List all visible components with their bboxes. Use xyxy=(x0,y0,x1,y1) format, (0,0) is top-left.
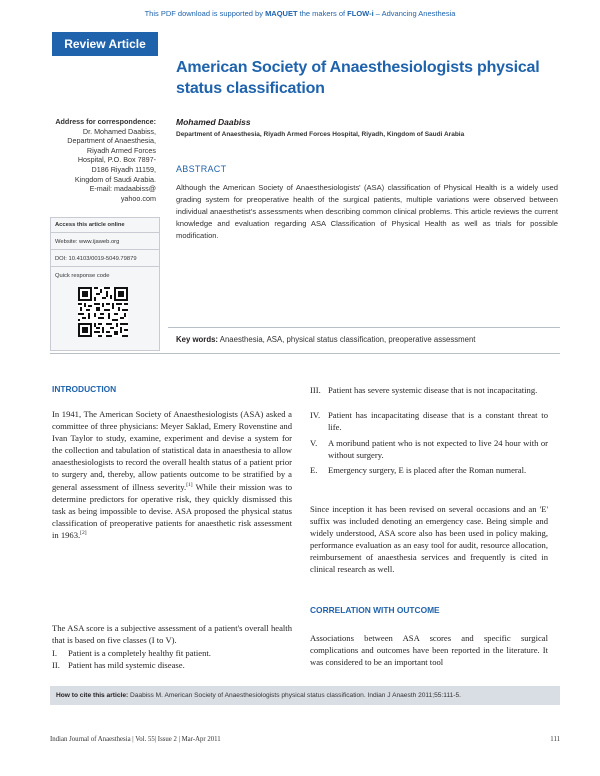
class-text: A moribund patient who is not expected to live 24 hour with or without surgery. xyxy=(328,438,548,461)
correspondence-line: Dr. Mohamed Daabiss, xyxy=(82,126,156,136)
access-heading: Access this article online xyxy=(51,218,159,233)
abstract-body: Although the American Society of Anaesthesiologists' (ASA) classification of Physical Health is a widely used grading system for preoperative health of the surgical patients, multiple variations were observed between individual anaesthetist's assessments when describing common clinical problems. This article reviews the current knowledge and evaluation regarding ASA Classification of Physical Health as well as trials for possible modification. xyxy=(176,183,558,240)
class-item xyxy=(310,437,548,461)
journal-info: Indian Journal of Anaesthesia | Vol. 55| Issue 2 | Mar-Apr 2011 xyxy=(50,736,221,743)
class-text: Emergency surgery, E is placed after the Roman numeral. xyxy=(328,465,527,475)
class-item xyxy=(310,464,548,488)
page-number: 111 xyxy=(550,736,560,743)
notice-text-post: – Advancing Anesthesia xyxy=(373,9,456,18)
class-num: III. xyxy=(310,385,321,395)
intro-p1b-text: While their mission was to determine predictors for operative risk, they quickly dismissed this task as being impossible to devise. ASA proposed the physical status classification of preoperative patients for anaesthetic risk assessment in 1963. xyxy=(52,481,293,540)
download-notice xyxy=(0,9,600,18)
citation-ref-1[interactable]: [1] xyxy=(186,481,193,488)
class-text: Patient is a completely healthy fit patient. xyxy=(68,648,211,658)
how-to-cite-bar xyxy=(50,686,560,705)
cite-text: Daabiss M. American Society of Anaesthesiologists physical status classification. Indian J Anaesth 2011;55:111-5. xyxy=(128,692,461,699)
notice-text: This PDF download is supported by xyxy=(144,9,266,18)
intro-paragraph-1 xyxy=(52,408,292,541)
correspondence-line: Department of Anaesthesia, xyxy=(67,136,156,146)
abstract-heading: ABSTRACT xyxy=(176,164,227,174)
keywords-text: Anaesthesia, ASA, physical status classification, preoperative assessment xyxy=(218,335,476,344)
correspondence-label: Address for correspondence: xyxy=(55,117,156,126)
intro-paragraph-2: The ASA score is a subjective assessment of a patient's overall health that is based on five classes (I to V). xyxy=(52,623,292,646)
keywords-divider xyxy=(168,327,560,328)
correspondence-line: E-mail: madaabiss@ xyxy=(89,184,156,194)
citation-ref-2[interactable]: [2] xyxy=(80,530,87,537)
class-num: II. xyxy=(52,660,60,670)
intro-heading: INTRODUCTION xyxy=(52,384,117,394)
author-name: Mohamed Daabiss xyxy=(176,117,251,127)
notice-text-mid: the makers of xyxy=(297,9,348,18)
correspondence-line: Hospital, P.O. Box 7897- xyxy=(77,155,156,165)
correlation-heading: CORRELATION WITH OUTCOME xyxy=(310,605,440,615)
article-title: American Society of Anaesthesiologists physical status classification xyxy=(176,59,540,97)
correspondence-line: Riyadh Armed Forces xyxy=(86,145,156,155)
correspondence-block xyxy=(36,117,156,203)
qr-label: Quick response code xyxy=(55,273,110,279)
doi-link[interactable]: DOI: 10.4103/0019-5049.79879 xyxy=(51,252,159,267)
class-num: E. xyxy=(310,465,318,475)
correspondence-line: yahoo.com xyxy=(120,193,156,203)
class-num: IV. xyxy=(310,410,321,420)
class-item xyxy=(310,409,548,433)
article-type-badge: Review Article xyxy=(52,32,158,56)
class-item xyxy=(310,384,548,408)
section-divider xyxy=(50,353,560,354)
class-text: Patient has mild systemic disease. xyxy=(68,660,185,670)
keywords-label: Key words: xyxy=(176,335,219,344)
notice-brand: MAQUET xyxy=(265,9,298,18)
access-online-box xyxy=(50,217,160,351)
author-affiliation: Department of Anaesthesia, Riyadh Armed Forces Hospital, Riyadh, Kingdom of Saudi Arabia xyxy=(176,131,465,138)
class-num: I. xyxy=(52,648,58,658)
correspondence-line: D186 Riyadh 11159, xyxy=(91,164,156,174)
correlation-paragraph-1: Associations between ASA scores and specific surgical complications and outcomes have been reported in the literature. It was considered to be an important tool xyxy=(310,633,548,668)
notice-product: FLOW-i xyxy=(347,9,374,18)
intro-paragraph-3: Since inception it has been revised on several occasions and an 'E' suffix was included denoting an emergency case. Being simple and widely understood, ASA score also has been used in policy making, performance evaluation as an easy tool for audit, resource allocation, reimbursement of anaesthesia services and frequently is cited in clinical research as well. xyxy=(310,504,548,575)
page-footer xyxy=(50,736,560,743)
class-num: V. xyxy=(310,438,318,448)
class-text: Patient has severe systemic disease that is not incapacitating. xyxy=(328,385,538,395)
intro-p1-text: In 1941, The American Society of Anaesthesiologists (ASA) asked a committee of three physicians: Meyer Saklad, Emery Rovenstine and Ivan Taylor to study, examine, experiment and devise a system for the collection and tabulation of statistical data in anaesthesia to allow anaesthesiologists to record the overall health status of a patient prior to surgery and, thereby, allow patients outcome to be stratified by a general assessment of illness severity. xyxy=(52,409,292,492)
class-text: Patient has incapacitating disease that is a constant threat to life. xyxy=(328,410,548,433)
correspondence-line: Kingdom of Saudi Arabia. xyxy=(74,174,156,184)
cite-label: How to cite this article: xyxy=(56,692,129,699)
qr-code-icon[interactable] xyxy=(78,287,128,337)
website-link[interactable]: Website: www.ijaweb.org xyxy=(51,235,159,250)
keywords-line xyxy=(176,335,564,344)
